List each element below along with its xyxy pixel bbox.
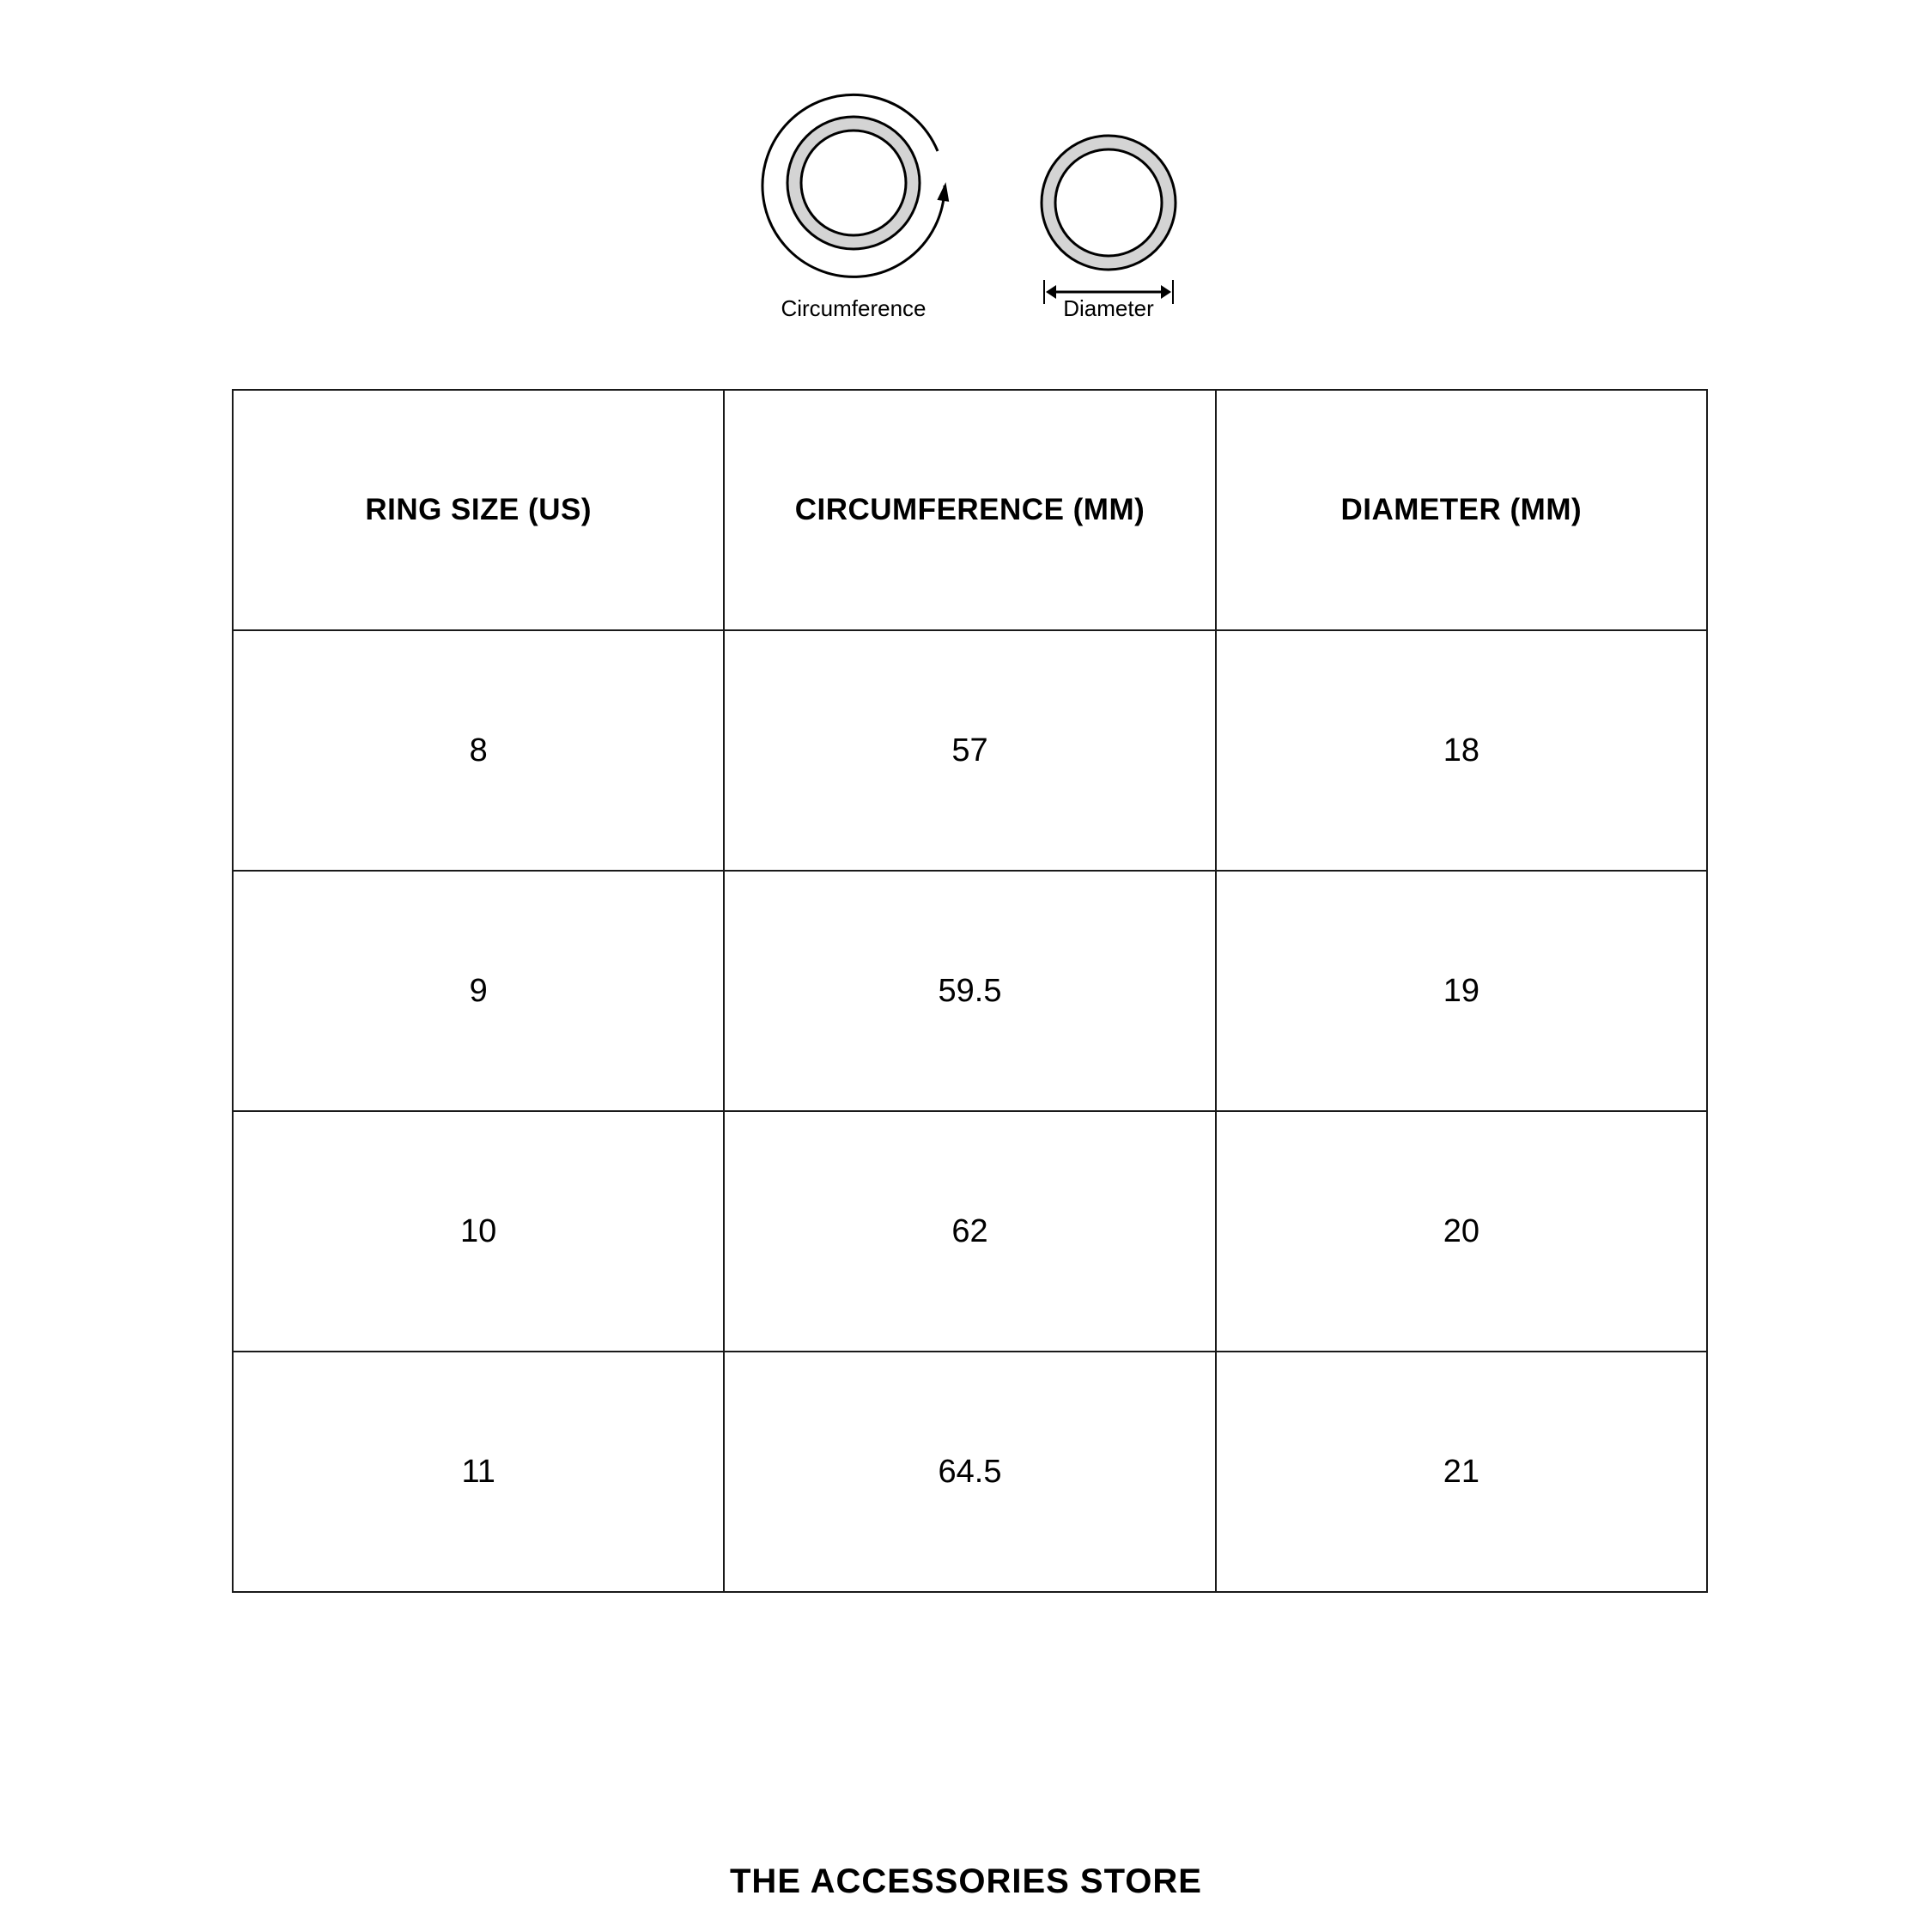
cell-ring-size: 9 [233, 871, 724, 1111]
circumference-label: Circumference [781, 295, 927, 321]
cell-diameter: 19 [1216, 871, 1707, 1111]
table-row [233, 871, 1707, 1111]
cell-ring-size: 8 [233, 630, 724, 871]
table-row [233, 1111, 1707, 1352]
header-circumference: CIRCUMFERENCE (MM) [724, 390, 1215, 630]
cell-circumference: 62 [724, 1111, 1215, 1352]
diameter-label: Diameter [1060, 295, 1157, 321]
cell-ring-size: 11 [233, 1352, 724, 1592]
table-header-row [233, 390, 1707, 630]
cell-circumference: 57 [724, 630, 1215, 871]
cell-diameter: 21 [1216, 1352, 1707, 1592]
header-diameter: DIAMETER (MM) [1216, 390, 1707, 630]
header-ring-size: RING SIZE (US) [233, 390, 724, 630]
ring-size-table [232, 389, 1708, 1593]
cell-ring-size: 10 [233, 1111, 724, 1352]
cell-diameter: 20 [1216, 1111, 1707, 1352]
cell-circumference: 59.5 [724, 871, 1215, 1111]
cell-circumference: 64.5 [724, 1352, 1215, 1592]
ring-diagram-svg [0, 0, 1932, 343]
circumference-icon [762, 94, 951, 276]
cell-diameter: 18 [1216, 630, 1707, 871]
table-row [233, 1352, 1707, 1592]
ring-measurement-diagram [0, 0, 1932, 343]
store-brand-name: THE ACCESSORIES STORE [730, 1862, 1202, 1900]
table-row [233, 630, 1707, 871]
diameter-icon [1042, 136, 1176, 304]
